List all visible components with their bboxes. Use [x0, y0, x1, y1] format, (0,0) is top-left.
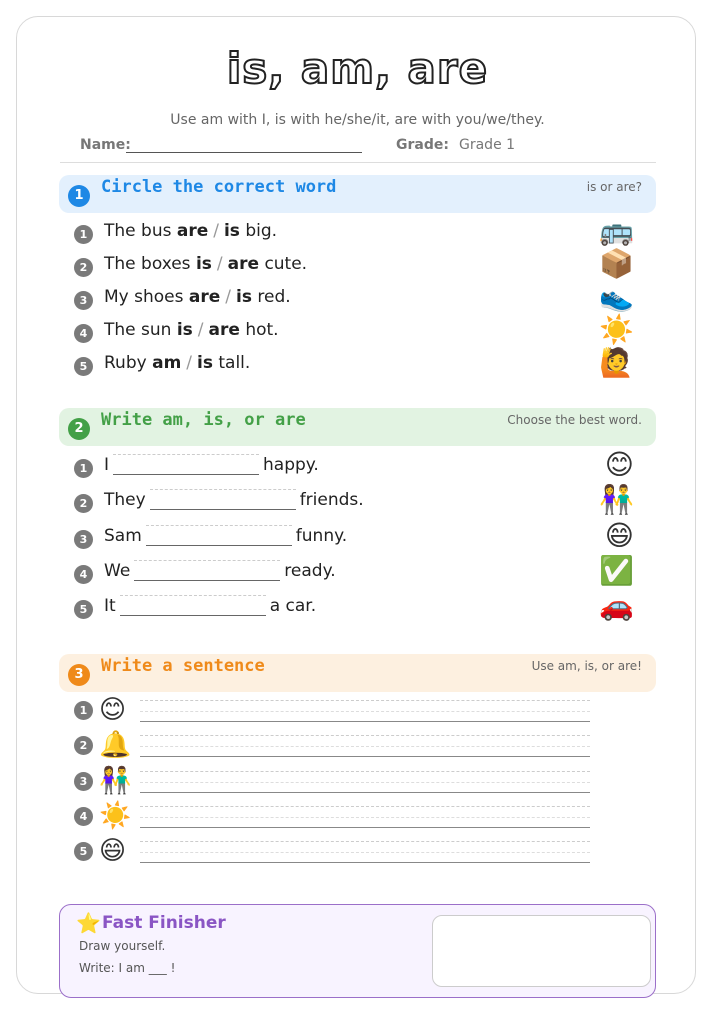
- fast-finisher-prompt: Write: I am ___ !: [79, 961, 176, 975]
- section1-title: Circle the correct word: [101, 177, 337, 197]
- writing-line[interactable]: [140, 756, 590, 757]
- section2-item: [74, 589, 634, 622]
- answer-blank[interactable]: [146, 527, 292, 546]
- sun-icon: ☀️: [99, 801, 132, 831]
- bus-icon: 🚌: [599, 214, 634, 247]
- item-number: 2: [74, 494, 93, 513]
- section1-item: [74, 313, 634, 346]
- item-sentence: They friends.: [104, 490, 364, 510]
- section3-title: Write a sentence: [101, 656, 265, 676]
- section2-item: [74, 519, 634, 552]
- writing-line[interactable]: [140, 827, 590, 828]
- item-number: 5: [74, 600, 93, 619]
- writing-line[interactable]: [140, 792, 590, 793]
- name-grade-row: [80, 137, 640, 157]
- section3-item: [74, 730, 604, 764]
- section2-item: [74, 483, 634, 516]
- grade-label: Grade:: [396, 137, 449, 153]
- sun-icon: ☀️: [599, 313, 634, 346]
- grade-value: Grade 1: [459, 137, 516, 153]
- star-icon: ⭐: [76, 911, 101, 935]
- option-word[interactable]: is: [176, 320, 193, 340]
- friends-icon: 👫: [99, 766, 132, 796]
- item-number: 3: [74, 530, 93, 549]
- bell-icon: 🔔: [99, 730, 132, 760]
- section1-item: [74, 214, 634, 247]
- fast-finisher-title: Fast Finisher: [102, 913, 226, 933]
- option-word[interactable]: are: [188, 287, 221, 307]
- item-number: 1: [74, 225, 93, 244]
- item-sentence: The bus are / is big.: [104, 221, 278, 241]
- fast-finisher-box: [59, 904, 656, 998]
- answer-blank[interactable]: [150, 491, 296, 510]
- name-label: Name:: [80, 137, 131, 153]
- option-word[interactable]: is: [236, 287, 252, 307]
- section1-hint: is or are?: [586, 180, 642, 194]
- item-sentence: My shoes are / is red.: [104, 287, 291, 307]
- option-word[interactable]: are: [227, 254, 260, 274]
- item-number: 4: [74, 565, 93, 584]
- section1-item: [74, 247, 634, 280]
- option-word[interactable]: is: [197, 353, 213, 373]
- section3-number: 3: [68, 664, 90, 686]
- section2-item: [74, 448, 634, 481]
- item-sentence: Ruby am / is tall.: [104, 353, 251, 373]
- writing-line[interactable]: [140, 862, 590, 863]
- section2-title: Write am, is, or are: [101, 410, 306, 430]
- answer-blank[interactable]: [113, 456, 259, 475]
- item-sentence: It a car.: [104, 596, 317, 616]
- item-number: 1: [74, 701, 93, 720]
- item-sentence: I happy.: [104, 455, 319, 475]
- worksheet-title: is, am, are: [226, 44, 489, 93]
- item-number: 3: [74, 291, 93, 310]
- section3-item: [74, 766, 604, 800]
- item-number: 5: [74, 842, 93, 861]
- section1-item: [74, 346, 634, 379]
- item-sentence: The sun is / are hot.: [104, 320, 279, 340]
- fast-finisher-instruction: Draw yourself.: [79, 939, 166, 953]
- item-number: 2: [74, 736, 93, 755]
- section3-item: [74, 695, 604, 729]
- divider: [60, 162, 656, 163]
- shoe-icon: 👟: [599, 280, 634, 313]
- item-number: 3: [74, 772, 93, 791]
- section1-header: [59, 175, 656, 213]
- drawing-box[interactable]: [432, 915, 651, 987]
- option-word[interactable]: are: [208, 320, 240, 340]
- section2-hint: Choose the best word.: [507, 413, 642, 427]
- item-number: 5: [74, 357, 93, 376]
- name-field[interactable]: [126, 152, 362, 153]
- item-number: 1: [74, 459, 93, 478]
- section2-item: [74, 554, 634, 587]
- section3-item: [74, 836, 604, 870]
- section3-hint: Use am, is, or are!: [531, 659, 642, 673]
- check-icon: ✅: [599, 554, 634, 587]
- section1-item: [74, 280, 634, 313]
- worksheet-subtitle: Use am with I, is with he/she/it, are with you/we/they.: [170, 112, 545, 128]
- smile-icon: 😊: [99, 695, 127, 725]
- answer-blank[interactable]: [134, 562, 280, 581]
- person-icon: 🙋: [599, 346, 634, 379]
- section3-item: [74, 801, 604, 835]
- option-word[interactable]: are: [176, 221, 209, 241]
- grin-icon: 😄: [604, 519, 634, 552]
- section3-header: [59, 654, 656, 692]
- section2-number: 2: [68, 418, 90, 440]
- item-number: 4: [74, 807, 93, 826]
- option-word[interactable]: is: [195, 254, 212, 274]
- smile-icon: 😊: [604, 448, 634, 481]
- writing-line[interactable]: [140, 721, 590, 722]
- item-sentence: We ready.: [104, 561, 336, 581]
- grin-icon: 😄: [99, 836, 127, 866]
- option-word[interactable]: am: [152, 353, 182, 373]
- option-word[interactable]: is: [223, 221, 240, 241]
- item-sentence: Sam funny.: [104, 526, 348, 546]
- answer-blank[interactable]: [120, 597, 266, 616]
- item-number: 4: [74, 324, 93, 343]
- section2-header: [59, 408, 656, 446]
- item-number: 2: [74, 258, 93, 277]
- box-icon: 📦: [599, 247, 634, 280]
- section1-number: 1: [68, 185, 90, 207]
- friends-icon: 👫: [599, 483, 634, 516]
- item-sentence: The boxes is / are cute.: [104, 254, 308, 274]
- car-icon: 🚗: [599, 589, 634, 622]
